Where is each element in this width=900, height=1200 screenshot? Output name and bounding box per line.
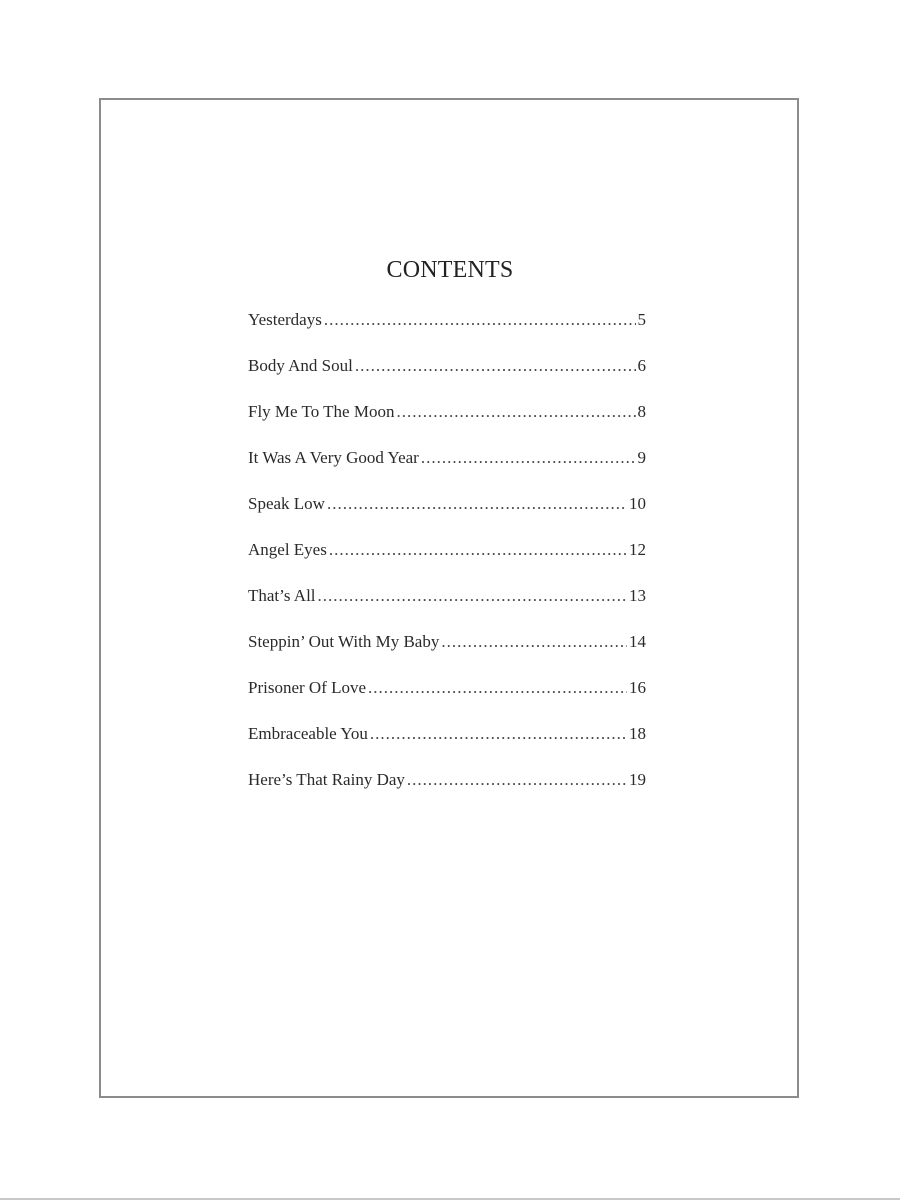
toc-entry-yesterdays [248,310,646,356]
toc-entry-title: That’s All [248,586,316,605]
toc-entry-title: Embraceable You [248,724,368,743]
toc-entry-page: 5 [637,310,646,329]
toc-entry-angel-eyes [248,540,646,586]
dot-leader [368,678,627,698]
toc-entry-body-and-soul [248,356,646,402]
toc-entry-it-was-a-very-good-year [248,448,646,494]
dot-leader [370,724,627,744]
dot-leader [421,448,636,468]
toc-entry-thats-all [248,586,646,632]
toc-entry-fly-me-to-the-moon [248,402,646,448]
toc-entry-title: Speak Low [248,494,325,513]
toc-entry-heres-that-rainy-day [248,770,646,816]
toc-entry-speak-low [248,494,646,540]
toc-entry-page: 10 [629,494,646,513]
dot-leader [327,494,627,514]
toc-entry-title: Here’s That Rainy Day [248,770,405,789]
toc-entry-page: 9 [637,448,646,467]
toc-entry-prisoner-of-love [248,678,646,724]
toc-entry-page: 12 [629,540,646,559]
dot-leader [324,310,636,330]
toc-entry-title: Prisoner Of Love [248,678,367,697]
contents-title: CONTENTS [386,257,514,283]
toc-entry-title: Fly Me To The Moon [248,402,395,421]
toc-entry-page: 14 [629,632,646,651]
toc-entry-page: 13 [629,586,646,605]
toc-entry-title: Steppin’ Out With My Baby [248,632,440,651]
toc-entry-title: It Was A Very Good Year [248,448,419,467]
toc-entry-embraceable-you [248,724,646,770]
toc-entry-title: Angel Eyes [248,540,327,559]
toc-entry-title: Yesterdays [248,310,322,329]
table-of-contents [248,310,646,816]
dot-leader [396,402,635,422]
toc-entry-steppin-out-with-my-baby [248,632,646,678]
dot-leader [441,632,627,652]
toc-entry-page: 8 [637,402,646,421]
toc-entry-page: 19 [629,770,646,789]
dot-leader [407,770,627,790]
dot-leader [355,356,636,376]
toc-entry-page: 18 [629,724,646,743]
toc-entry-page: 16 [629,678,646,697]
toc-entry-title: Body And Soul [248,356,353,375]
dot-leader [329,540,627,560]
dot-leader [318,586,627,606]
toc-entry-page: 6 [637,356,646,375]
